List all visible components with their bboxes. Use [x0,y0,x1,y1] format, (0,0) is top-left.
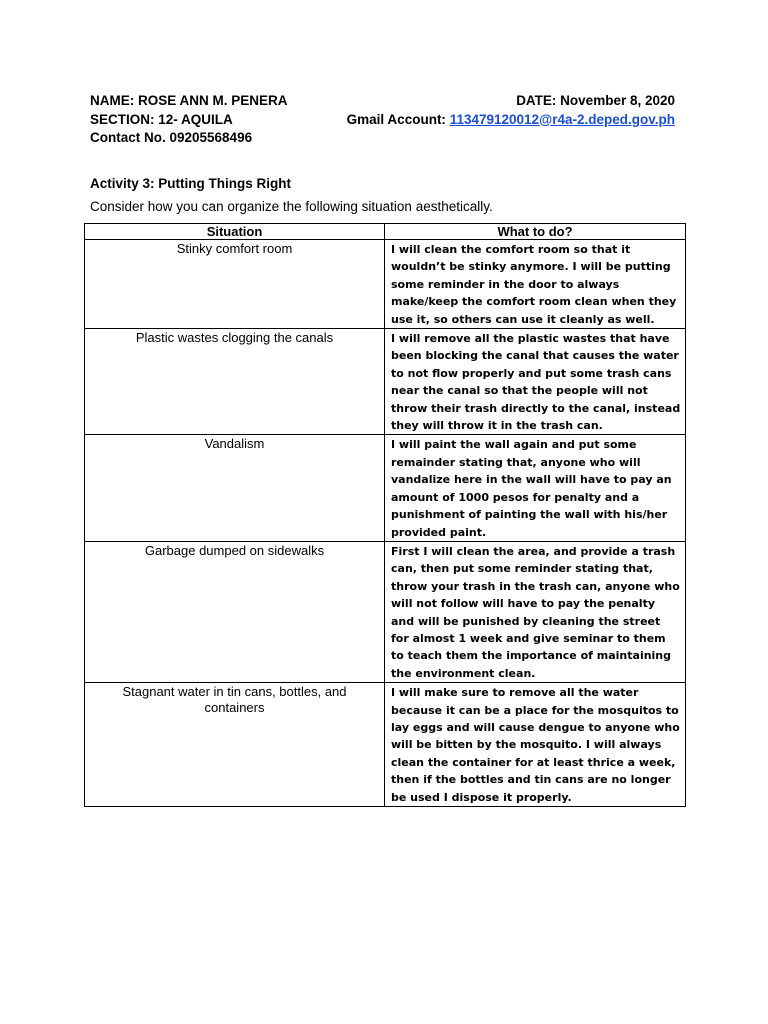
gmail-account [347,111,675,130]
student-name: NAME: ROSE ANN M. PENERA [90,93,288,108]
header-row-1 [90,92,675,111]
situation-cell: Stagnant water in tin cans, bottles, and containers [85,683,385,807]
situation-cell: Garbage dumped on sidewalks [85,541,385,682]
situation-cell: Stinky comfort room [85,240,385,329]
gmail-label: Gmail Account: [346,111,446,127]
table-row [85,240,686,329]
action-cell: I will remove all the plastic wastes that have been blocking the canal that causes the water to not flow properly and put some trash cans near the canal so that the people will not throw their trash directly to the canal, instead they will throw it in the trash can. [385,329,686,435]
gmail-link[interactable]: 11347912001​2@r4a-2.deped.gov.ph [449,111,675,127]
header-row-2 [90,111,675,130]
table-row [85,329,686,435]
action-cell: I will clean the comfort room so that it wouldn’t be stinky anymore. I will be putting some reminder in the door to always make/keep the comfort room clean when they use it, so others can use it cleanly as well. [385,240,686,329]
situation-cell: Plastic wastes clogging the canals [85,329,385,435]
action-cell: First I will clean the area, and provide a trash can, then put some reminder stating that, throw your trash in the trash can, anyone who will not follow will have to pay the penalty and will be punished by cleaning the street for almost 1 week and give seminar to them to teach them the importance of maintaining the environment clean. [385,541,686,682]
header-row-3 [90,129,675,148]
situation-header: Situation [85,224,385,240]
activity-title: Activity 3: Putting Things Right [90,176,291,191]
table-header-row [85,224,686,240]
document-header [90,92,675,148]
activity-instructions: Consider how you can organize the following situation aesthetically. [90,199,493,214]
what-to-do-header: What to do? [385,224,686,240]
action-cell: I will make sure to remove all the water because it can be a place for the mosquitos to lay eggs and will cause dengue to anyone who will be bitten by the mosquito. I will always clean the container for at least thrice a week, then if the bottles and tin cans are no longer be used I dispose it properly. [385,683,686,807]
activity-table [84,223,686,807]
student-section: SECTION: 12- AQUILA [90,111,233,127]
situation-cell: Vandalism [85,435,385,541]
table-row [85,541,686,682]
action-cell: I will paint the wall again and put some remainder stating that, anyone who will vandalize here in the wall will have to pay an amount of 1000 pesos for penalty and a punishment of painting the wall with his/her provided paint. [385,435,686,541]
table-row [85,683,686,807]
table-row [85,435,686,541]
contact-number: Contact No. 09205568496 [90,130,253,145]
document-date: DATE: November 8, 2020 [516,93,675,108]
